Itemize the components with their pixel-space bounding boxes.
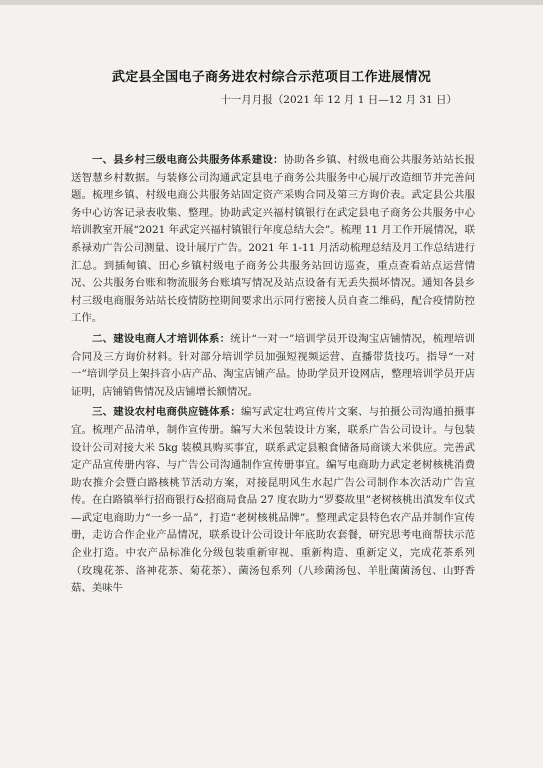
section-heading: 三、建设农村电商供应链体系： [92,406,242,419]
section-paragraph [71,404,475,598]
document-body [71,152,475,598]
section-paragraph [71,331,475,401]
section-heading: 一、县乡村三级电商公共服务体系建设： [92,154,284,166]
section-text: 统计“一对一”培训学员开设淘宝店铺情况，梳理培训合同及三方询价材料。针对部分培训学员加强短视频运营、直播带货技巧。指导“一对一”培训学员上架抖音小店产品、淘宝店铺产品。协助学员开设网店，整理培训学员开店证明，店铺销售情况及店铺增长额情况。 [71,332,476,398]
section-paragraph [71,152,475,328]
section-heading: 二、建设电商人才培训体系： [92,332,231,345]
section-text: 编写武定壮鸡宣传片文案、与拍摄公司沟通拍摄事宜。梳理产品清单，制作宣传册。编写大米包装设计方案，联系广告公司设计。与包装设计公司对接大米 5kg 装模具购买事宜，联系武定县粮食储备局商谈大米供应。完善武定产品宣传册内容、与广告公司沟通制作宣传册事宜。编写电商助力武定老树核桃消费助农推介会暨白路核桃节活动方案，对接昆明风生水起广告公司制作本次活动广告宣传。在白路镇举行招商银行&招商局食品 27 度农助力“罗婺故里”老树核桃出滇发车仪式—武定电商助力“一乡一品”，打造“老树核桃品牌”。整理武定县特色农产品并制作宣传册，走访合作企业产品情况，联系设计公司设计年底助农套餐，研究思考电商帮扶示范企业打造。中农产品标准化分级包装重新审视、重新构造、重新定义，完成花茶系列（玫瑰花茶、洛神花茶、菊花茶）、菌汤包系列（八珍菌汤包、羊肚菌菌汤包、山野香菇、美味牛 [71,406,476,595]
document-title: 武定县全国电子商务进农村综合示范项目工作进展情况 [111,70,432,85]
document-subtitle: 十一月月报（2021 年 12 月 1 日—12 月 31 日） [220,94,457,106]
scan-edge [0,0,543,5]
section-text: 协助各乡镇、村级电商公共服务站站长报送智慧乡村数据。与装修公司沟通武定县电子商务公共服务中心展厅改造细节并完善问题。梳理乡镇、村级电商公共服务站固定资产采购合同及第三方询价表。武定县公共服务中心访客记录表收集、整理。协助武定兴福村镇银行在武定县电子商务公共服务中心培训教室开展“2021 年武定兴福村镇银行年度总结大会”。梳理 11 月工作开展情况，联系禄劝广告公司测量、设计展厅广告。2021 年 1-11 月活动梳理总结及月工作总结进行汇总。到插甸镇、田心乡镇村级电子商务公共服务站回访巡查，重点查看站点运营情况、公共服务台账和物流服务台账填写情况及站点设备有无丢失损坏情况。通知各县乡村三级电商服务站站长疫情防控期间要求出示同行密接人员自查二维码，配合疫情防控工作。 [71,154,476,325]
